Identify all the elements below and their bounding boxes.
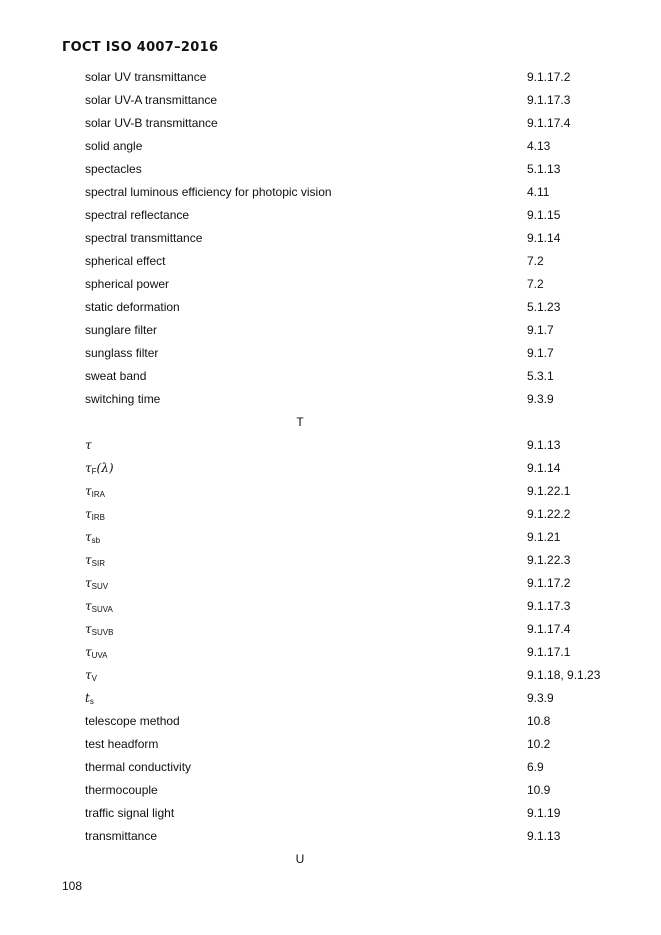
index-term: sunglass filter xyxy=(85,346,159,360)
symbol-base: τ xyxy=(85,553,92,567)
index-ref: 7.2 xyxy=(527,277,544,291)
index-ref: 7.2 xyxy=(527,254,544,268)
index-ref: 5.3.1 xyxy=(527,369,554,383)
index-term: transmittance xyxy=(85,829,158,843)
index-row xyxy=(0,66,661,89)
symbol-row xyxy=(0,457,661,480)
index-row xyxy=(0,181,661,204)
index-term: thermocouple xyxy=(85,783,158,797)
index-row xyxy=(0,89,661,112)
index-term: solar UV-A transmittance xyxy=(85,93,218,107)
index-ref: 9.1.19 xyxy=(527,806,561,820)
index-ref: 9.1.17.3 xyxy=(527,93,571,107)
index-row xyxy=(0,273,661,296)
symbol-subscript: s xyxy=(89,697,94,706)
index-term: sunglare filter xyxy=(85,323,158,337)
index-ref: 5.1.13 xyxy=(527,162,561,176)
index-row xyxy=(0,250,661,273)
index-term: test headform xyxy=(85,737,159,751)
index-ref: 9.1.17.2 xyxy=(527,70,571,84)
index-term: spectral reflectance xyxy=(85,208,190,222)
symbol-base: t xyxy=(85,691,90,705)
index-ref: 9.1.7 xyxy=(527,323,554,337)
symbol-term xyxy=(85,457,114,481)
index-row xyxy=(0,112,661,135)
index-ref: 4.11 xyxy=(527,185,550,199)
index-row xyxy=(0,733,661,756)
symbol-base: τ xyxy=(85,576,92,590)
document-header: ГОСТ ISO 4007–2016 xyxy=(62,40,219,55)
symbol-row xyxy=(0,480,661,503)
index-ref: 9.1.14 xyxy=(527,231,561,245)
index-term: spherical power xyxy=(85,277,170,291)
symbol-term xyxy=(85,687,94,711)
index-term: solid angle xyxy=(85,139,143,153)
index-ref: 9.1.17.4 xyxy=(527,116,571,130)
index-term: spherical effect xyxy=(85,254,166,268)
index-ref: 9.1.13 xyxy=(527,438,561,452)
symbol-term xyxy=(85,434,92,458)
symbol-row xyxy=(0,549,661,572)
index-ref: 9.3.9 xyxy=(527,691,554,705)
symbol-subscript: SUVB xyxy=(91,628,114,637)
index-term: spectacles xyxy=(85,162,142,176)
symbol-base: τ xyxy=(85,599,92,613)
index-row xyxy=(0,342,661,365)
index-row xyxy=(0,319,661,342)
index-row xyxy=(0,135,661,158)
symbol-subscript: IRB xyxy=(91,513,105,522)
symbol-term xyxy=(85,549,105,573)
index-row xyxy=(0,296,661,319)
index-ref: 10.8 xyxy=(527,714,551,728)
symbol-base: τ xyxy=(85,530,92,544)
index-ref: 9.1.22.2 xyxy=(527,507,571,521)
index-ref: 9.1.22.1 xyxy=(527,484,571,498)
symbol-row xyxy=(0,434,661,457)
index-row xyxy=(0,227,661,250)
index-term: spectral luminous efficiency for photopic vision xyxy=(85,185,332,199)
symbol-term xyxy=(85,503,105,527)
index-ref: 9.1.17.3 xyxy=(527,599,571,613)
symbol-term xyxy=(85,480,105,504)
index-term: solar UV-B transmittance xyxy=(85,116,218,130)
index-ref: 9.1.15 xyxy=(527,208,561,222)
symbol-term xyxy=(85,641,108,665)
symbol-subscript: IRA xyxy=(91,490,105,499)
symbol-row xyxy=(0,503,661,526)
index-term: switching time xyxy=(85,392,161,406)
symbol-row xyxy=(0,618,661,641)
symbol-subscript: SUVA xyxy=(91,605,113,614)
index-term: traffic signal light xyxy=(85,806,175,820)
symbol-base: τ xyxy=(85,507,92,521)
symbol-row xyxy=(0,664,661,687)
index-row xyxy=(0,825,661,848)
symbol-base: τ xyxy=(85,438,92,452)
symbol-base: τ xyxy=(85,645,92,659)
index-ref: 6.9 xyxy=(527,760,544,774)
symbol-term xyxy=(85,572,108,596)
symbol-base: τ xyxy=(85,668,92,682)
index-term: thermal conductivity xyxy=(85,760,192,774)
index-ref: 9.1.17.2 xyxy=(527,576,571,590)
symbol-term xyxy=(85,595,113,619)
symbol-subscript: F xyxy=(91,467,97,476)
section-letter-row xyxy=(0,411,661,434)
symbol-term xyxy=(85,526,100,550)
index-row xyxy=(0,756,661,779)
symbol-subscript: UVA xyxy=(91,651,108,660)
index-ref: 4.13 xyxy=(527,139,551,153)
index-row xyxy=(0,388,661,411)
section-letter-row xyxy=(0,848,661,871)
symbol-row xyxy=(0,526,661,549)
symbol-subscript: SIR xyxy=(91,559,105,568)
index-row xyxy=(0,365,661,388)
index-term: solar UV transmittance xyxy=(85,70,207,84)
index-ref: 9.1.18, 9.1.23 xyxy=(527,668,601,682)
symbol-subscript: V xyxy=(91,674,97,683)
symbol-suffix: (λ) xyxy=(96,461,114,475)
symbol-row xyxy=(0,572,661,595)
index-ref: 9.1.14 xyxy=(527,461,561,475)
index-ref: 9.1.7 xyxy=(527,346,554,360)
index-ref: 9.1.17.4 xyxy=(527,622,571,636)
index-row xyxy=(0,158,661,181)
index-row xyxy=(0,802,661,825)
index-row xyxy=(0,779,661,802)
index-row xyxy=(0,710,661,733)
index-entries xyxy=(0,66,661,871)
index-term: sweat band xyxy=(85,369,147,383)
symbol-row xyxy=(0,595,661,618)
index-ref: 10.2 xyxy=(527,737,551,751)
symbol-term xyxy=(85,664,97,688)
symbol-base: τ xyxy=(85,461,92,475)
section-letter-u: U xyxy=(295,852,305,866)
page-number: 108 xyxy=(62,879,83,893)
symbol-base: τ xyxy=(85,622,92,636)
index-ref: 9.1.22.3 xyxy=(527,553,571,567)
symbol-row xyxy=(0,687,661,710)
symbol-row xyxy=(0,641,661,664)
index-ref: 5.1.23 xyxy=(527,300,561,314)
symbol-subscript: SUV xyxy=(91,582,109,591)
index-ref: 10.9 xyxy=(527,783,551,797)
symbol-base: τ xyxy=(85,484,92,498)
index-row xyxy=(0,204,661,227)
symbol-term xyxy=(85,618,113,642)
index-ref: 9.1.13 xyxy=(527,829,561,843)
index-term: telescope method xyxy=(85,714,180,728)
index-term: spectral transmittance xyxy=(85,231,203,245)
section-letter-t: T xyxy=(296,415,304,429)
index-ref: 9.3.9 xyxy=(527,392,554,406)
index-term: static deformation xyxy=(85,300,180,314)
index-ref: 9.1.17.1 xyxy=(527,645,571,659)
symbol-subscript: sb xyxy=(91,536,101,545)
index-ref: 9.1.21 xyxy=(527,530,561,544)
